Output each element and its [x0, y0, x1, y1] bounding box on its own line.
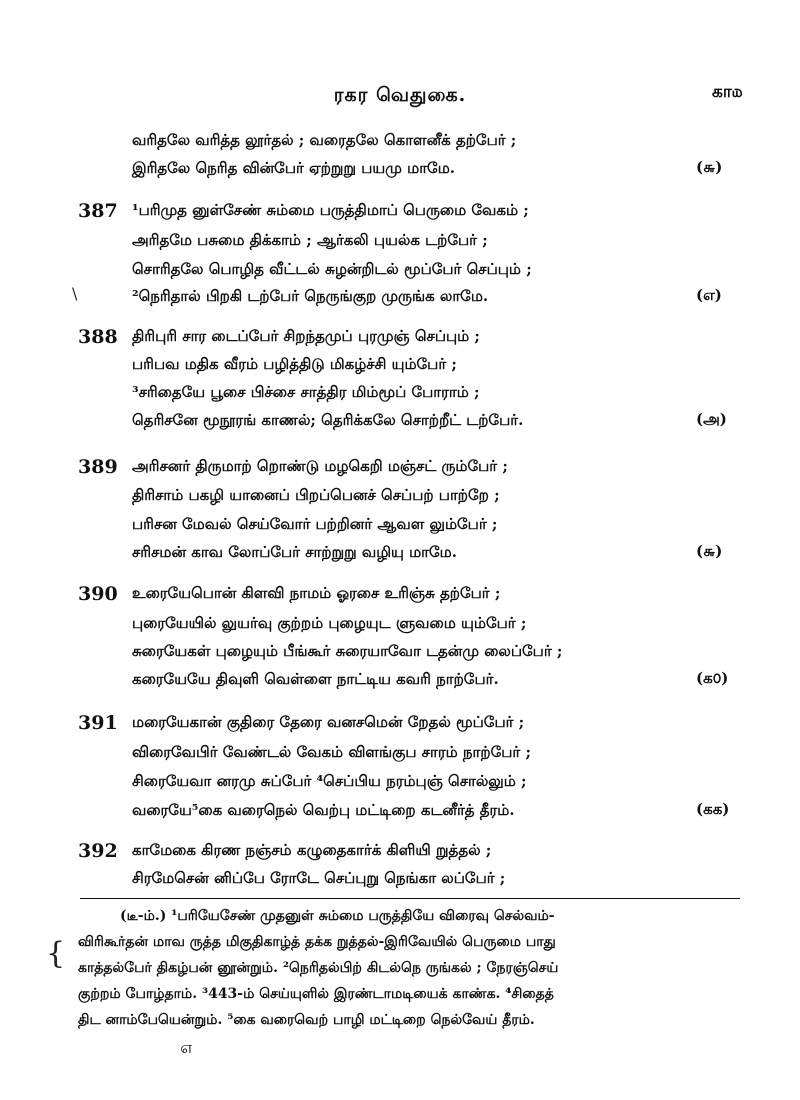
verse-marker: (எ)	[696, 286, 722, 304]
verse-line: விரைவேபிர் வேண்டல் வேகம் விளங்குப சாரம் நாற்பேர் ;	[132, 743, 531, 761]
verse-number: 389	[78, 456, 118, 478]
verse-number: 390	[78, 583, 118, 605]
verse-line: பரிசன மேவல் செய்வோர் பற்றினர் ஆவள லும்பேர் ;	[132, 515, 498, 533]
verse-line: சொரிதலே பொழித வீட்டல் சுழன்றிடல் மூப்பேர் செப்பும் ;	[132, 260, 532, 278]
verse-line: சுரையேகள் புழையும் பீங்கூர் சுரையாவோ டதன்மு லைப்பேர் ;	[132, 642, 563, 660]
verse-block	[78, 840, 738, 890]
verse-block	[78, 456, 738, 566]
verse-marker: (க௦)	[696, 669, 729, 687]
verse-line: திரிபுரி சார டைப்பேர் சிறந்தமுப் புரமுஞ் செப்பும் ;	[132, 327, 480, 345]
verse-line: புரையேயில் லுயர்வு குற்றம் புழையுட ளுவமை யும்பேர் ;	[132, 614, 527, 632]
verse-marker: (௬)	[696, 542, 723, 560]
scan-mark: \	[72, 284, 78, 303]
verse-line: சரிசமன் காவ லோப்பேர் சாற்றுறு வழியு மாமே.	[132, 543, 457, 561]
verse-block	[78, 200, 738, 310]
footnote-line: குற்றம் போழ்தாம். ³443-ம் செய்யுளில் இரண்டாமடியைக் காண்க. ⁴சிதைத்	[78, 986, 554, 1002]
verse-block	[78, 583, 738, 693]
verse-line: ³சரிதையே பூசை பிச்சை சாத்திர மிம்மூப் போராம் ;	[132, 383, 480, 401]
verse-line: சிரமேசென் னிப்பே ரோடே செப்புறு நெங்கா லப்பேர் ;	[132, 869, 506, 887]
verse-line: வரையே⁵கை வரைநெல் வெற்பு மட்டிறை கடனீர்த் தீரம்.	[132, 801, 515, 819]
footnote-line: காத்தல்பேர் திகழ்பன் னூன்றும். ²நெரிதல்பிற் கிடல்நெ ருங்கல் ; நேரஞ்செய்	[78, 960, 559, 976]
page-header	[0, 80, 800, 112]
verse-line: அரிதமே பசுமை திக்காம் ; ஆர்கலி புயல்க டற்பேர் ;	[132, 231, 488, 249]
verse-marker: (அ)	[696, 410, 727, 428]
verse-block	[78, 130, 738, 180]
verse-line: காமேகை கிரண நஞ்சம் கழுதைகார்க் கிளியி றுத்தல் ;	[132, 841, 492, 859]
verse-line: வரிதலே வரித்த லூர்தல் ; வரைதலே கொளனீக் தற்பேர் ;	[132, 131, 517, 149]
footnote-line: (டீ-ம்.) ¹பரியேசேண் முதனுள் சும்மை பருத்தியே விரைவு செல்வம்-	[120, 908, 555, 924]
verse-line: சிரையேவா னரமு சுப்பேர் ⁴செப்பிய நரம்புஞ் சொல்லும் ;	[132, 772, 527, 790]
verse-line: உரையேபொன் கிளவி நாமம் ஓரசை உரிஞ்சு தற்பேர் ;	[132, 584, 501, 602]
signature-mark: ௭	[180, 1038, 193, 1058]
verse-line: மரையேகான் குதிரை தேரை வனசமென் றேதல் மூப்பேர் ;	[132, 713, 525, 731]
verse-number: 392	[78, 840, 118, 862]
footnote-line: விரிகூர்தன் மாவ ருத்த மிகுதிகாழ்த் தக்க றுத்தல்-இரிவேயில் பெருமை பாது	[78, 934, 556, 950]
verse-line: ²நெரிதால் பிறகி டற்பேர் நெருங்குற முருங்க லாமே.	[132, 287, 489, 305]
verse-block	[78, 712, 738, 822]
footnote-line: திட னாம்பேயென்றும். ⁵கை வரைவெற் பாழி மட்டிறை நெல்வேய் தீரம்.	[78, 1012, 535, 1028]
verse-line: தெரிசனே மூநூரங் காணல்; தெரிக்கலே சொற்றீட் டற்பேர்.	[132, 411, 524, 429]
verse-block	[78, 326, 738, 436]
verse-marker: (கக)	[696, 800, 730, 818]
verse-line: திரிசாம் பகழி யானைப் பிறப்பெனச் செப்பற் பாற்றே ;	[132, 486, 500, 504]
bracket-mark: {	[46, 936, 66, 971]
verse-line: இரிதலே நெரித வின்பேர் ஏற்றுறு பயமு மாமே.	[132, 159, 455, 177]
verse-marker: (௬)	[696, 158, 723, 176]
verse-number: 388	[78, 326, 118, 348]
verse-line: அரிசனர் திருமாற் றொண்டு மழகெறி மஞ்சட் ரும்பேர் ;	[132, 457, 508, 475]
page-title: ரகர வெதுகை.	[333, 84, 467, 106]
verse-number: 391	[78, 712, 118, 734]
verse-line: கரையேயே திவுளி வெள்ளை நாட்டிய கவரி நாற்பேர்.	[132, 670, 499, 688]
footnote-divider	[80, 898, 740, 899]
verse-number: 387	[78, 200, 118, 222]
page-number: கா௰	[712, 82, 743, 102]
verse-line: பரிபவ மதிக வீரம் பழித்திடு மிகழ்ச்சி யும்பேர் ;	[132, 355, 457, 373]
verse-line: ¹பரிமுத னுள்சேண் சும்மை பருத்திமாப் பெருமை வேகம் ;	[132, 201, 529, 219]
